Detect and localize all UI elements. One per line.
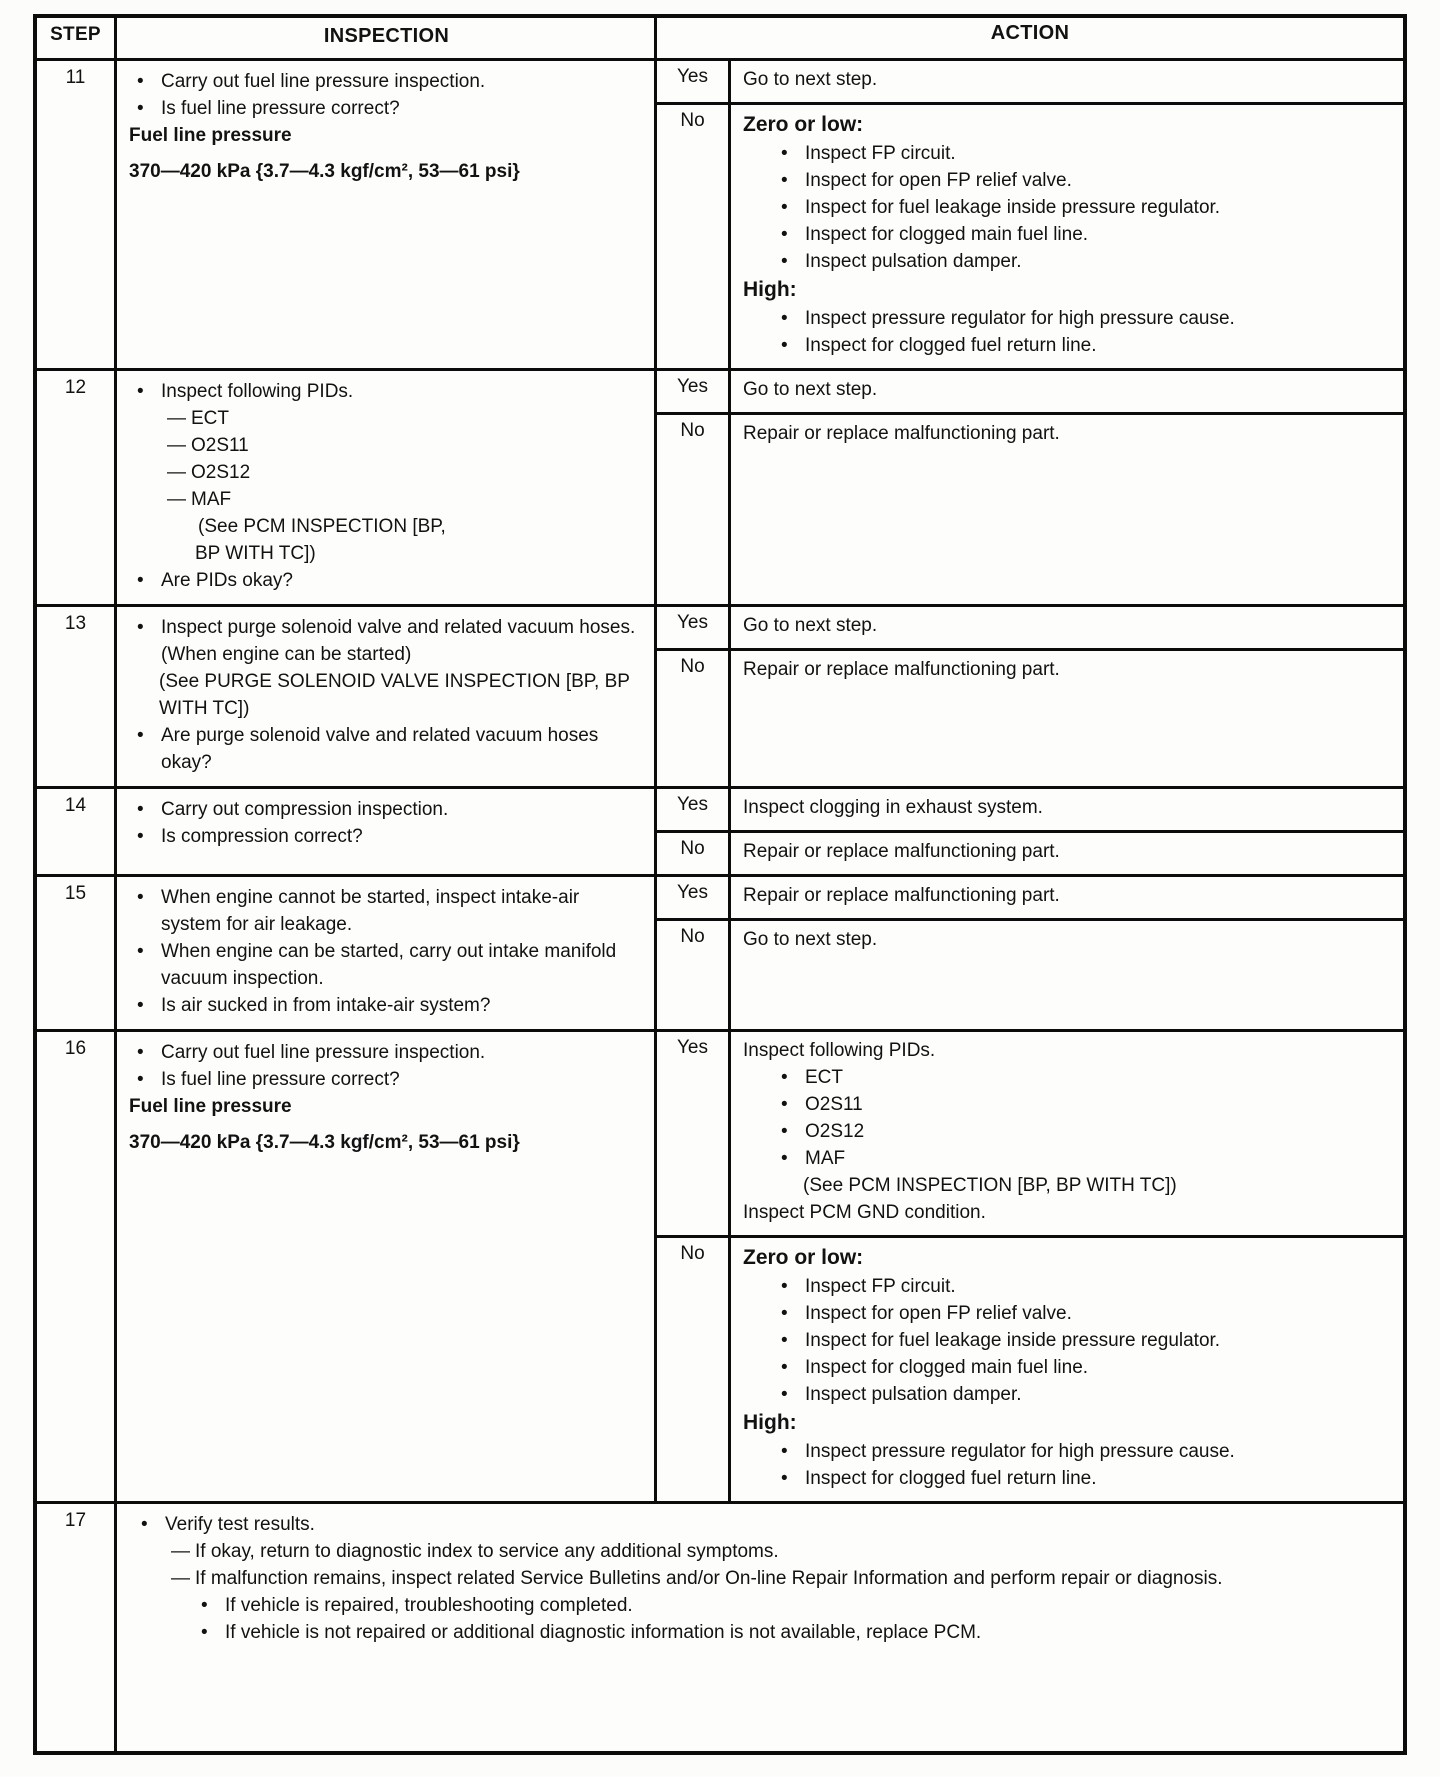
step-cell xyxy=(37,1032,117,1501)
bullet-icon: • xyxy=(781,197,788,218)
bullet-icon: • xyxy=(781,335,788,356)
bullet-item xyxy=(193,1592,1389,1619)
action-subrow-yes xyxy=(657,1032,1403,1235)
line-text: Repair or replace malfunctioning part. xyxy=(743,423,1060,444)
bullet-icon: • xyxy=(137,570,144,591)
line-text: (See PCM INSPECTION [BP, xyxy=(198,516,446,537)
line-text: Inspect for open FP relief valve. xyxy=(805,1303,1072,1324)
line-text: Inspect purge solenoid valve and related vacuum hoses. (When engine can be started) xyxy=(161,617,636,665)
line-text: Repair or replace malfunctioning part. xyxy=(743,659,1060,680)
bullet-icon: • xyxy=(781,1276,788,1297)
bullet-icon: • xyxy=(201,1622,208,1643)
answer-label: No xyxy=(680,1243,705,1264)
step-number: 13 xyxy=(64,613,87,634)
full-width-cell xyxy=(117,1504,1403,1751)
action-subrow-no xyxy=(657,102,1403,368)
line-text: Are purge solenoid valve and related vacuum hoses okay? xyxy=(161,725,599,773)
line-text: Inspect for open FP relief valve. xyxy=(805,170,1072,191)
line-text: 370—420 kPa {3.7—4.3 kgf/cm², 53—61 psi} xyxy=(129,1132,520,1153)
bullet-icon: • xyxy=(137,941,144,962)
bullet-item xyxy=(129,884,644,938)
answer-label: No xyxy=(680,110,705,131)
line-text: When engine cannot be started, inspect intake-air system for air leakage. xyxy=(161,887,580,935)
line-text: Carry out fuel line pressure inspection. xyxy=(161,71,486,92)
bullet-item xyxy=(773,1300,1391,1327)
line-text: Inspect FP circuit. xyxy=(805,1276,956,1297)
bullet-item xyxy=(129,68,644,95)
bullet-icon: • xyxy=(141,1514,148,1535)
line-text: Inspect PCM GND condition. xyxy=(743,1202,986,1223)
line-text: BP WITH TC]) xyxy=(195,543,316,564)
text-line xyxy=(743,882,1391,909)
step-number: 16 xyxy=(64,1038,87,1059)
bullet-item xyxy=(129,1066,644,1093)
header-inspection: INSPECTION xyxy=(117,18,657,58)
action-subrow-no xyxy=(657,412,1403,604)
step-number: 14 xyxy=(64,795,87,816)
text-line xyxy=(195,540,644,567)
line-text: Zero or low: xyxy=(743,113,864,136)
answer-cell xyxy=(657,921,731,1029)
line-text: Repair or replace malfunctioning part. xyxy=(743,885,1060,906)
text-line xyxy=(743,1037,1391,1064)
step-number: 17 xyxy=(64,1510,87,1531)
bullet-item xyxy=(773,332,1391,359)
bullet-item xyxy=(773,194,1391,221)
dash-item xyxy=(159,486,644,513)
line-text: (See PURGE SOLENOID VALVE INSPECTION [BP, BP WITH TC]) xyxy=(159,671,630,719)
text-line xyxy=(743,838,1391,865)
bullet-icon: • xyxy=(137,1069,144,1090)
answer-label: Yes xyxy=(677,794,708,815)
action-subrow-no xyxy=(657,1235,1403,1501)
text-line xyxy=(743,376,1391,403)
bullet-item xyxy=(773,140,1391,167)
dash-icon: — xyxy=(171,1541,190,1562)
header-action: ACTION xyxy=(990,22,1070,44)
action-cell-group xyxy=(657,61,1403,368)
step-row-15 xyxy=(37,874,1403,1029)
step-cell xyxy=(37,61,117,368)
bullet-icon: • xyxy=(781,1441,788,1462)
text-line xyxy=(743,1243,1391,1273)
line-text: Fuel line pressure xyxy=(129,125,292,146)
line-text: Is compression correct? xyxy=(161,826,363,847)
line-text: Inspect FP circuit. xyxy=(805,143,956,164)
bullet-item xyxy=(773,1354,1391,1381)
answer-cell xyxy=(657,877,731,918)
bullet-icon: • xyxy=(137,725,144,746)
answer-label: Yes xyxy=(677,882,708,903)
step-row-12 xyxy=(37,368,1403,604)
step-cell xyxy=(37,1504,117,1751)
text-line xyxy=(198,513,644,540)
text-line xyxy=(743,110,1391,140)
dash-icon: — xyxy=(171,1568,190,1589)
inspection-cell xyxy=(117,61,657,368)
bullet-item xyxy=(129,992,644,1019)
answer-label: No xyxy=(680,420,705,441)
line-text: Inspect following PIDs. xyxy=(161,381,354,402)
line-text: MAF xyxy=(805,1148,846,1169)
action-subrow-no xyxy=(657,830,1403,874)
bullet-item xyxy=(129,95,644,122)
table-body xyxy=(37,58,1403,1751)
inspection-cell xyxy=(117,1032,657,1501)
line-text: Inspect for fuel leakage inside pressure regulator. xyxy=(805,197,1221,218)
answer-cell xyxy=(657,833,731,874)
bullet-item xyxy=(129,722,644,776)
bullet-item xyxy=(773,221,1391,248)
line-text: Inspect clogging in exhaust system. xyxy=(743,797,1043,818)
action-body-cell xyxy=(731,1032,1403,1235)
bullet-icon: • xyxy=(781,1468,788,1489)
inspection-cell xyxy=(117,877,657,1029)
bullet-item xyxy=(773,305,1391,332)
bullet-item xyxy=(773,1118,1391,1145)
line-text: Inspect pulsation damper. xyxy=(805,251,1022,272)
header-step: STEP xyxy=(37,18,117,58)
line-text: Verify test results. xyxy=(165,1514,315,1535)
bullet-icon: • xyxy=(781,1330,788,1351)
line-text: High: xyxy=(743,1411,797,1434)
line-text: Zero or low: xyxy=(743,1246,864,1269)
step-number: 12 xyxy=(64,377,87,398)
action-cell-group xyxy=(657,607,1403,786)
line-text: If okay, return to diagnostic index to service any additional symptoms. xyxy=(195,1541,779,1562)
answer-label: Yes xyxy=(677,612,708,633)
line-text: Go to next step. xyxy=(743,379,878,400)
bullet-icon: • xyxy=(781,308,788,329)
bullet-icon: • xyxy=(201,1595,208,1616)
text-line xyxy=(743,926,1391,953)
line-text: O2S12 xyxy=(191,462,251,483)
line-text: O2S11 xyxy=(805,1094,863,1115)
text-line xyxy=(743,66,1391,93)
line-text: ECT xyxy=(191,408,229,429)
answer-label: Yes xyxy=(677,66,708,87)
bullet-icon: • xyxy=(137,826,144,847)
bullet-icon: • xyxy=(781,1384,788,1405)
action-body-cell xyxy=(731,371,1403,412)
action-body-cell xyxy=(731,877,1403,918)
bullet-icon: • xyxy=(781,1094,788,1115)
bullet-icon: • xyxy=(781,1303,788,1324)
bullet-icon: • xyxy=(137,617,144,638)
action-subrow-yes xyxy=(657,61,1403,102)
bullet-icon: • xyxy=(781,1148,788,1169)
action-subrow-yes xyxy=(657,789,1403,830)
step-row-11 xyxy=(37,58,1403,368)
text-line xyxy=(129,1093,644,1120)
dash-icon: — xyxy=(167,408,186,429)
answer-cell xyxy=(657,607,731,648)
line-text: Inspect following PIDs. xyxy=(743,1040,936,1061)
answer-cell xyxy=(657,1032,731,1235)
step-row-14 xyxy=(37,786,1403,874)
answer-label: No xyxy=(680,656,705,677)
dash-item xyxy=(163,1565,1389,1592)
line-text: Inspect for clogged main fuel line. xyxy=(805,224,1089,245)
action-subrow-yes xyxy=(657,877,1403,918)
bullet-icon: • xyxy=(137,1042,144,1063)
bullet-item xyxy=(129,567,644,594)
bullet-item xyxy=(773,1145,1391,1172)
answer-cell xyxy=(657,371,731,412)
bullet-icon: • xyxy=(781,1067,788,1088)
bullet-item xyxy=(129,938,644,992)
line-text: If vehicle is not repaired or additional diagnostic information is not available, replace PCM. xyxy=(225,1622,982,1643)
text-line xyxy=(743,1408,1391,1438)
bullet-icon: • xyxy=(137,887,144,908)
answer-cell xyxy=(657,61,731,102)
action-body-cell xyxy=(731,789,1403,830)
line-text: Repair or replace malfunctioning part. xyxy=(743,841,1060,862)
line-text: Go to next step. xyxy=(743,615,878,636)
line-text: O2S11 xyxy=(191,435,249,456)
inspection-cell xyxy=(117,607,657,786)
answer-cell xyxy=(657,1238,731,1501)
troubleshooting-table xyxy=(33,14,1407,1755)
line-text: Inspect pressure regulator for high pressure cause. xyxy=(805,1441,1235,1462)
text-line xyxy=(743,612,1391,639)
inspection-cell xyxy=(117,789,657,874)
line-text: O2S12 xyxy=(805,1121,865,1142)
bullet-icon: • xyxy=(137,799,144,820)
table-header-row xyxy=(37,18,1403,58)
bullet-item xyxy=(773,1064,1391,1091)
bullet-item xyxy=(773,167,1391,194)
bullet-item xyxy=(129,378,644,405)
line-text: Carry out compression inspection. xyxy=(161,799,449,820)
text-line xyxy=(743,275,1391,305)
line-text: Is fuel line pressure correct? xyxy=(161,98,400,119)
bullet-icon: • xyxy=(137,98,144,119)
action-cell-group xyxy=(657,371,1403,604)
bullet-icon: • xyxy=(781,1357,788,1378)
line-text: Inspect pressure regulator for high pressure cause. xyxy=(805,308,1235,329)
bullet-item xyxy=(773,248,1391,275)
step-cell xyxy=(37,371,117,604)
action-body-cell xyxy=(731,607,1403,648)
text-line xyxy=(129,158,644,185)
answer-label: No xyxy=(680,926,705,947)
answer-cell xyxy=(657,651,731,786)
bullet-item xyxy=(773,1327,1391,1354)
line-text: Go to next step. xyxy=(743,929,878,950)
step-row-17 xyxy=(37,1501,1403,1751)
step-cell xyxy=(37,607,117,786)
answer-cell xyxy=(657,415,731,604)
dash-item xyxy=(163,1538,1389,1565)
bullet-item xyxy=(129,614,644,668)
step-number: 15 xyxy=(64,883,87,904)
line-text: If malfunction remains, inspect related Service Bulletins and/or On-line Repair Information and perform repair or diagnosis. xyxy=(195,1568,1223,1589)
step-row-16 xyxy=(37,1029,1403,1501)
answer-label: Yes xyxy=(677,1037,708,1058)
bullet-icon: • xyxy=(137,71,144,92)
bullet-item xyxy=(773,1091,1391,1118)
line-text: Is fuel line pressure correct? xyxy=(161,1069,400,1090)
line-text: Inspect pulsation damper. xyxy=(805,1384,1022,1405)
text-line xyxy=(743,1199,1391,1226)
line-text: When engine can be started, carry out intake manifold vacuum inspection. xyxy=(161,941,617,989)
step-number: 11 xyxy=(65,67,86,88)
action-subrow-yes xyxy=(657,607,1403,648)
line-text: Is air sucked in from intake-air system? xyxy=(161,995,491,1016)
dash-icon: — xyxy=(167,435,186,456)
inspection-cell xyxy=(117,371,657,604)
line-text: 370—420 kPa {3.7—4.3 kgf/cm², 53—61 psi} xyxy=(129,161,520,182)
line-text: Are PIDs okay? xyxy=(161,570,293,591)
bullet-icon: • xyxy=(781,224,788,245)
text-line xyxy=(159,668,644,722)
dash-item xyxy=(159,432,644,459)
action-body-cell xyxy=(731,415,1403,604)
bullet-icon: • xyxy=(781,251,788,272)
step-cell xyxy=(37,877,117,1029)
bullet-item xyxy=(129,823,644,850)
line-text: High: xyxy=(743,278,797,301)
line-text: ECT xyxy=(805,1067,843,1088)
dash-icon: — xyxy=(167,462,186,483)
text-line xyxy=(743,794,1391,821)
answer-label: Yes xyxy=(677,376,708,397)
text-line xyxy=(129,1129,644,1156)
bullet-icon: • xyxy=(137,995,144,1016)
dash-item xyxy=(159,459,644,486)
bullet-item xyxy=(129,796,644,823)
bullet-icon: • xyxy=(781,170,788,191)
bullet-item xyxy=(129,1039,644,1066)
action-subrow-yes xyxy=(657,371,1403,412)
line-text: Inspect for clogged fuel return line. xyxy=(805,1468,1097,1489)
answer-cell xyxy=(657,789,731,830)
dash-item xyxy=(159,405,644,432)
action-body-cell xyxy=(731,651,1403,786)
bullet-item xyxy=(773,1438,1391,1465)
line-text: MAF xyxy=(191,489,232,510)
bullet-icon: • xyxy=(137,381,144,402)
action-cell-group xyxy=(657,789,1403,874)
action-body-cell xyxy=(731,61,1403,102)
action-body-cell xyxy=(731,921,1403,1029)
line-text: Inspect for clogged main fuel line. xyxy=(805,1357,1089,1378)
action-cell-group xyxy=(657,877,1403,1029)
bullet-item xyxy=(773,1465,1391,1492)
action-body-cell xyxy=(731,833,1403,874)
bullet-icon: • xyxy=(781,143,788,164)
step-row-13 xyxy=(37,604,1403,786)
bullet-icon: • xyxy=(781,1121,788,1142)
line-text: Inspect for clogged fuel return line. xyxy=(805,335,1097,356)
answer-cell xyxy=(657,105,731,368)
action-subrow-no xyxy=(657,918,1403,1029)
line-text: Go to next step. xyxy=(743,69,878,90)
bullet-item xyxy=(773,1381,1391,1408)
action-body-cell xyxy=(731,105,1403,368)
step-cell xyxy=(37,789,117,874)
line-text: Inspect for fuel leakage inside pressure regulator. xyxy=(805,1330,1221,1351)
line-text: Carry out fuel line pressure inspection. xyxy=(161,1042,486,1063)
action-body-cell xyxy=(731,1238,1403,1501)
line-text: Fuel line pressure xyxy=(129,1096,292,1117)
text-line xyxy=(743,420,1391,447)
action-cell-group xyxy=(657,1032,1403,1501)
text-line xyxy=(129,122,644,149)
bullet-item xyxy=(773,1273,1391,1300)
dash-icon: — xyxy=(167,489,186,510)
answer-label: No xyxy=(680,838,705,859)
text-line xyxy=(803,1172,1391,1199)
text-line xyxy=(743,656,1391,683)
line-text: If vehicle is repaired, troubleshooting completed. xyxy=(225,1595,633,1616)
action-subrow-no xyxy=(657,648,1403,786)
bullet-item xyxy=(133,1511,1389,1538)
line-text: (See PCM INSPECTION [BP, BP WITH TC]) xyxy=(803,1175,1177,1196)
